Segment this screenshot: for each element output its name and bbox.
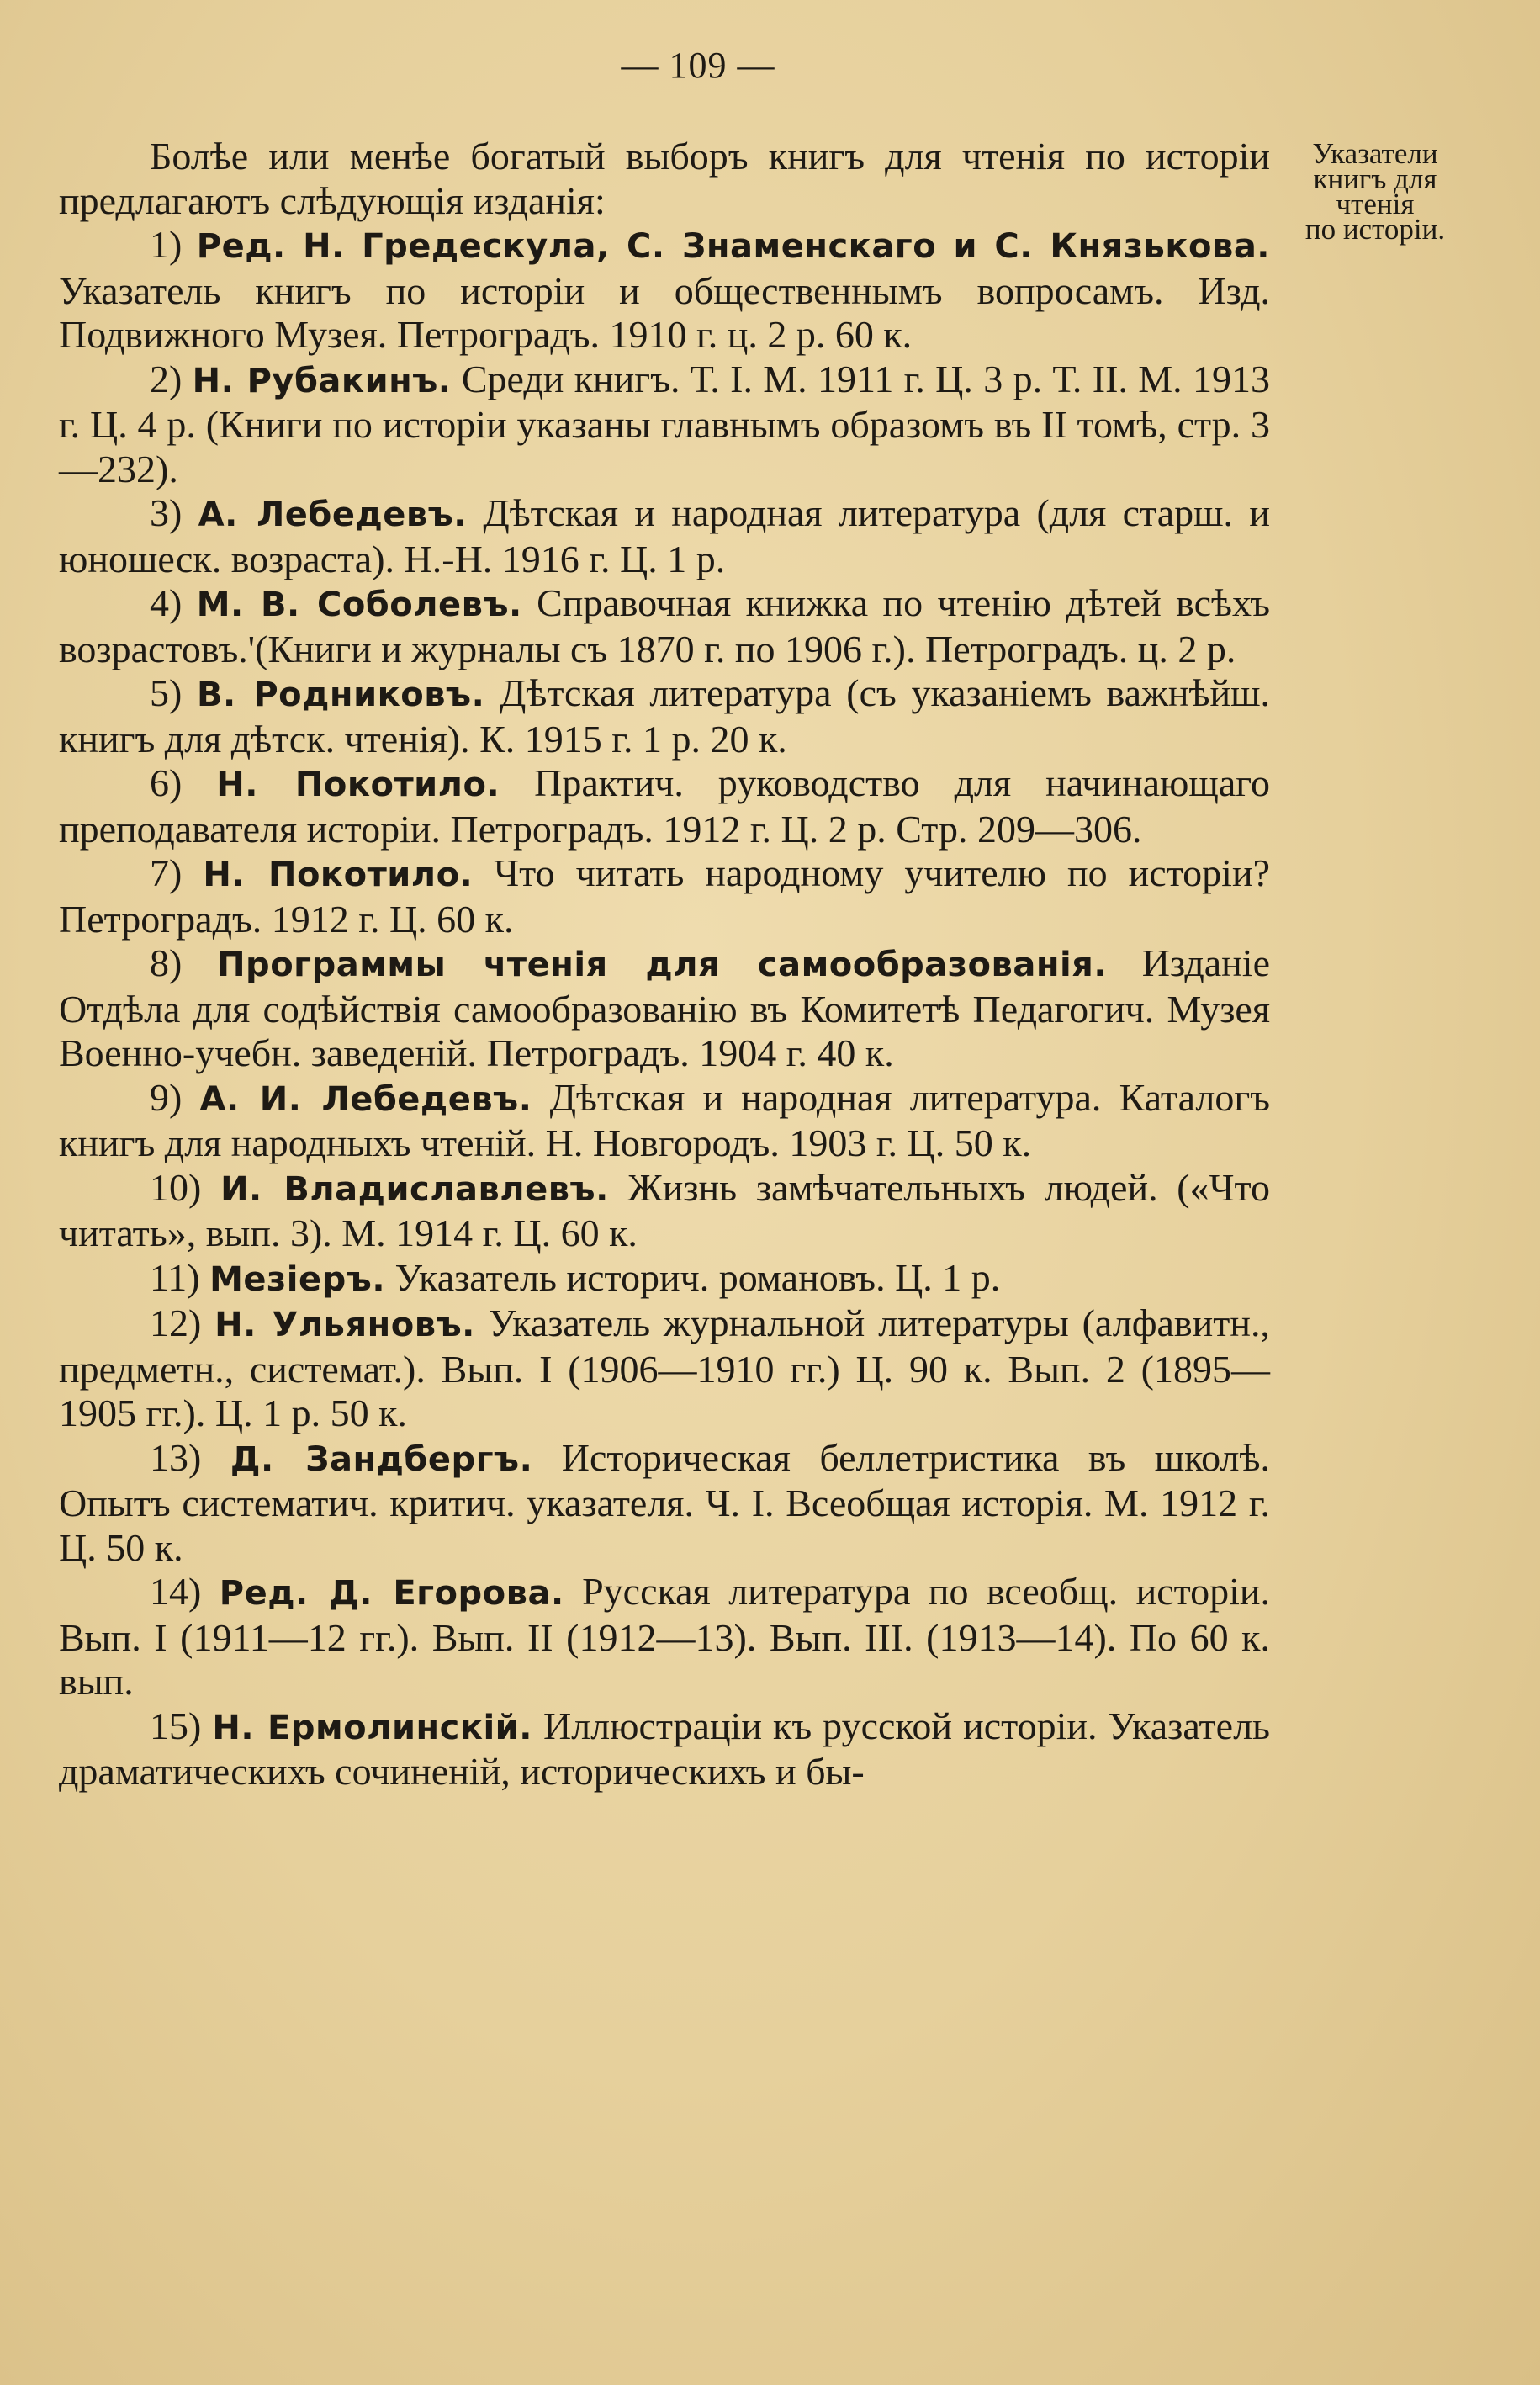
entry-text: Изданіе Отдѣла для содѣйствія самообразованію въ Комитетѣ Педагогич. Музея Военно-учебн. заведеній. Петроградъ. 1904 г. 40 к.: [59, 941, 1270, 1074]
entry-number: 8): [150, 941, 183, 984]
entry-author: А. И. Лебедевъ.: [199, 1079, 532, 1119]
bibliography-entry: [59, 1436, 1270, 1571]
bibliography-entry: [59, 223, 1270, 358]
entry-text: Среди книгъ. Т. I. М. 1911 г. Ц. 3 р. Т. II. М. 1913 г. Ц. 4 р. (Книги по исторіи указаны главнымъ образомъ въ II томѣ, стр. 3—232).: [59, 357, 1270, 490]
entry-author: Д. Зандбергъ.: [230, 1439, 533, 1479]
bibliography-entry: [59, 671, 1270, 761]
bibliography-entry: [59, 358, 1270, 492]
bibliography-entry: [59, 1256, 1270, 1302]
entry-text: Жизнь замѣчательныхъ людей. («Что читать», вып. 3). М. 1914 г. Ц. 60 к.: [59, 1165, 1271, 1254]
entry-author: А. Лебедевъ.: [198, 496, 467, 534]
entry-author: В. Родниковъ.: [197, 676, 485, 714]
margin-note: [1274, 137, 1476, 246]
entry-author: И. Владиславлевъ.: [220, 1169, 609, 1209]
entry-author: Н. Покотило.: [216, 766, 500, 804]
body-text: [59, 135, 1270, 1794]
entry-number: 2): [150, 357, 183, 400]
entry-number: 6): [150, 761, 183, 804]
bibliography-entry: [59, 851, 1270, 941]
entry-author: Н. Ульяновъ.: [214, 1306, 475, 1344]
entry-author: М. В. Соболевъ.: [196, 586, 522, 624]
bibliography-entry: [59, 1301, 1270, 1436]
entry-author: Мезіеръ.: [209, 1259, 386, 1299]
page-number: — 109 —: [621, 45, 775, 86]
entry-number: 10): [150, 1165, 202, 1209]
entry-text: Справочная книжка по чтенію дѣтей всѣхъ возрастовъ.'(Книги и журналы съ 1870 г. по 1906 г.). Петроградъ. ц. 2 р.: [59, 581, 1271, 670]
entry-author: Н. Покотило.: [203, 856, 474, 894]
margin-note-line: чтенія: [1336, 188, 1415, 220]
entry-number: 4): [150, 581, 183, 624]
entry-number: 15): [150, 1704, 202, 1747]
entry-number: 1): [150, 223, 183, 266]
margin-note-line: книгъ для: [1313, 162, 1437, 195]
entry-number: 3): [150, 491, 183, 534]
entry-author: Н. Рубакинъ.: [192, 361, 452, 400]
entry-number: 12): [150, 1301, 202, 1344]
bibliography-entry: [59, 581, 1270, 671]
entry-author: Ред. Н. Гредескула, С. Знаменскаго и С. Князькова.: [196, 227, 1271, 266]
entry-text: Дѣтская и народная литература. Каталогъ книгъ для народныхъ чтеній. Н. Новгородъ. 1903 г. Ц. 50 к.: [59, 1075, 1270, 1164]
entry-text: Историческая беллетристика въ школѣ. Опытъ систематич. критич. указателя. Ч. I. Всеобщая исторія. М. 1912 г. Ц. 50 к.: [59, 1435, 1270, 1569]
entry-text: Иллюстраціи къ русской исторіи. Указатель драматическихъ сочиненій, историческихъ и бы-: [59, 1704, 1271, 1793]
entry-number: 14): [150, 1570, 202, 1613]
bibliography-entry: [59, 761, 1270, 851]
entry-text: Дѣтская и народная литература (для старш. и юношеск. возраста). Н.-Н. 1916 г. Ц. 1 р.: [59, 491, 1270, 580]
entry-number: 11): [150, 1255, 200, 1299]
entry-text: Русская литература по всеобщ. исторіи. Вып. I (1911—12 гг.). Вып. II (1912—13). Вып. III. (1913—14). По 60 к. вып.: [59, 1570, 1271, 1703]
entry-number: 5): [150, 671, 183, 714]
bibliography-entry: [59, 941, 1270, 1076]
entry-text: Указатель историч. романовъ. Ц. 1 р.: [385, 1255, 1001, 1299]
entry-text: Указатель журнальной литературы (алфавитн., предметн., системат.). Вып. I (1906—1910 гг.) Ц. 90 к. Вып. 2 (1895—1905 гг.). Ц. 1 р. 50 к.: [59, 1301, 1270, 1434]
bibliography-entry: [59, 1076, 1270, 1166]
entry-author: Н. Ермолинскій.: [212, 1708, 532, 1747]
bibliography-entry: [59, 1166, 1270, 1256]
entry-author: Программы чтенія для самообразованія.: [217, 946, 1108, 984]
margin-note-line: по исторіи.: [1305, 213, 1446, 246]
entry-text: Дѣтская литература (съ указаніемъ важнѣйш. книгъ для дѣтск. чтенія). К. 1915 г. 1 р. 20 к.: [59, 671, 1270, 761]
entry-number: 7): [150, 851, 183, 894]
entry-text: Указатель книгъ по исторіи и общественнымъ вопросамъ. Изд. Подвижного Музея. Петроградъ. 1910 г. ц. 2 р. 60 к.: [59, 268, 1270, 356]
bibliography-entry: [59, 491, 1270, 581]
entry-text: Что читать народному учителю по исторіи? Петроградъ. 1912 г. Ц. 60 к.: [59, 851, 1270, 941]
bibliography-entry: [59, 1704, 1270, 1794]
bibliography-entry: [59, 1570, 1270, 1704]
intro-paragraph: Болѣе или менѣе богатый выборъ книгъ для чтенія по исторіи предлагаютъ слѣдующія изданія:: [59, 135, 1270, 222]
entry-number: 13): [150, 1435, 202, 1479]
margin-note-line: Указатели: [1312, 137, 1438, 170]
entry-number: 9): [150, 1075, 183, 1119]
entry-author: Ред. Д. Егорова.: [219, 1574, 564, 1613]
entry-text: Практич. руководство для начинающаго преподавателя исторіи. Петроградъ. 1912 г. Ц. 2 р. Стр. 209—306.: [59, 761, 1270, 851]
